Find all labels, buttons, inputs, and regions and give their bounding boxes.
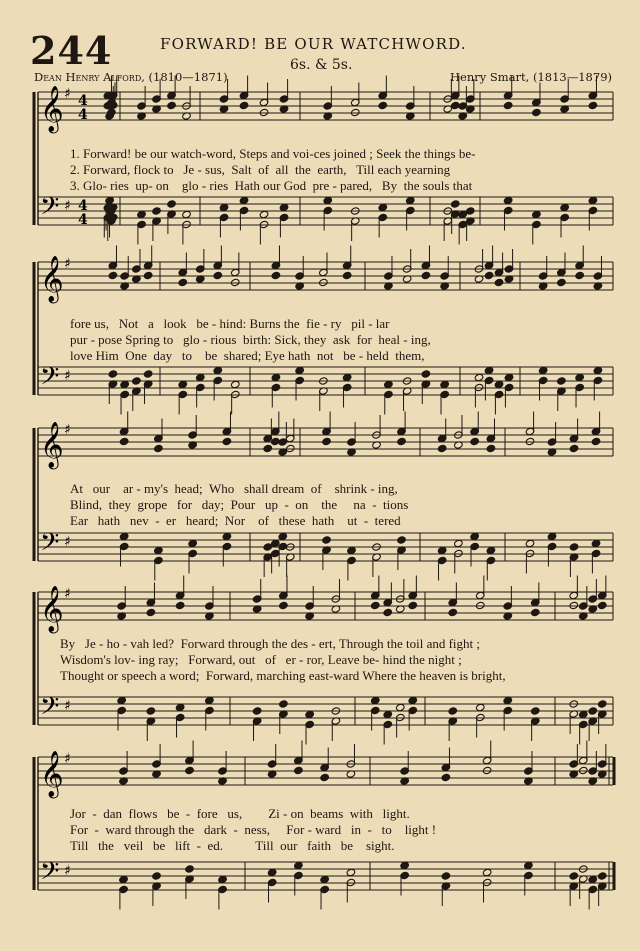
note-head (454, 539, 464, 547)
note-head (588, 707, 598, 715)
note-head (525, 437, 535, 445)
note-head (320, 875, 330, 883)
hymn-title: FORWARD! BE OUR WATCHWORD. (160, 35, 467, 53)
treble-clef-icon: 𝄞 (40, 751, 64, 797)
note-head (408, 601, 418, 609)
note-head (154, 546, 164, 554)
note-head (294, 766, 304, 774)
time-signature: 4 (78, 212, 88, 228)
note-head (105, 196, 115, 204)
note-head (504, 373, 514, 381)
note-head (591, 539, 601, 547)
note-head (465, 207, 475, 215)
note-head (538, 366, 548, 374)
note-head (475, 703, 485, 711)
sharp-icon: ♯ (64, 422, 71, 438)
sharp-icon: ♯ (64, 198, 71, 214)
note-head (532, 108, 542, 116)
bass-clef-icon: 𝄢 (40, 192, 60, 227)
sharp-icon: ♯ (64, 368, 71, 384)
note-head (342, 373, 352, 381)
note-head (120, 380, 130, 388)
note-head (395, 703, 405, 711)
note-head (400, 861, 410, 869)
note-head (588, 196, 598, 204)
note-head (167, 200, 177, 208)
note-head (175, 601, 185, 609)
time-signature: 4 (78, 93, 88, 109)
note-head (146, 608, 156, 616)
note-head (185, 865, 195, 873)
note-head (597, 601, 607, 609)
note-head (503, 101, 513, 109)
lyric-line: 3. Glo- ries up- on glo - ries Hath our God pre - pared, By the souls that (70, 178, 473, 193)
note-head (185, 766, 195, 774)
note-head (437, 546, 447, 554)
note-head (593, 366, 603, 374)
note-head (441, 773, 451, 781)
note-head (397, 536, 407, 544)
note-head (294, 861, 304, 869)
note-head (213, 366, 223, 374)
note-head (569, 601, 579, 609)
lyric-line: Till the veil be lift - ed. Till our faith be sight. (70, 838, 395, 853)
note-head (530, 707, 540, 715)
note-head (378, 101, 388, 109)
time-signature: 4 (78, 107, 88, 123)
note-head (421, 271, 431, 279)
note-head (222, 532, 232, 540)
note-head (384, 380, 394, 388)
note-head (578, 766, 588, 774)
note-head (263, 444, 273, 452)
lyric-line: love Him One day to be shared; Eye hath not be - held them, (70, 348, 425, 363)
lyric-line: For - ward through the dark - ness, For - ward in - to light ! (70, 822, 437, 837)
note-head (494, 278, 504, 286)
note-head (222, 437, 232, 445)
note-head (188, 539, 198, 547)
treble-clef-icon: 𝄞 (40, 422, 64, 468)
note-head (178, 278, 188, 286)
note-head (271, 373, 281, 381)
note-head (182, 210, 192, 218)
note-head (152, 872, 162, 880)
lyric-line: 2. Forward, flock to Je - sus, Salt of all the earth, Till each yearning (70, 162, 451, 177)
note-head (285, 444, 295, 452)
note-head (319, 278, 329, 286)
note-head (252, 707, 262, 715)
note-head (588, 875, 598, 883)
note-head (560, 203, 570, 211)
sharp-icon: ♯ (64, 534, 71, 550)
note-head (448, 608, 458, 616)
note-head (474, 373, 484, 381)
note-head (279, 601, 289, 609)
note-head (230, 278, 240, 286)
note-head (267, 868, 277, 876)
note-head (323, 196, 333, 204)
sharp-icon: ♯ (64, 863, 71, 879)
note-head (597, 872, 607, 880)
note-head (350, 108, 360, 116)
note-head (213, 271, 223, 279)
composer-credit: Henry Smart, (1813—1879) (450, 70, 612, 84)
note-head (547, 532, 557, 540)
note-head (532, 210, 542, 218)
note-head (597, 700, 607, 708)
treble-staff (38, 86, 613, 134)
note-head (154, 444, 164, 452)
note-head (470, 532, 480, 540)
lyric-line: Blind, they grope for day; Pour up - on the na - tions (70, 497, 409, 512)
note-head (569, 872, 579, 880)
note-head (503, 696, 513, 704)
note-head (525, 539, 535, 547)
note-head (108, 370, 118, 378)
sharp-icon: ♯ (64, 751, 71, 767)
treble-clef-icon: 𝄞 (40, 256, 64, 302)
note-head (405, 196, 415, 204)
note-head (494, 380, 504, 388)
note-head (441, 872, 451, 880)
note-head (503, 196, 513, 204)
note-head (279, 700, 289, 708)
note-head (239, 101, 249, 109)
note-head (484, 366, 494, 374)
note-head (295, 366, 305, 374)
note-head (342, 271, 352, 279)
note-head (440, 380, 450, 388)
note-head (591, 437, 601, 445)
lyric-line: fore us, Not a look be - hind: Burns the fie - ry pil - lar (70, 316, 390, 331)
note-head (575, 373, 585, 381)
lyric-line: Thought or speech a word; Forward, marching east-ward Where the heaven is bright, (60, 668, 506, 683)
note-head (108, 271, 118, 279)
note-head (278, 532, 288, 540)
note-head (383, 710, 393, 718)
note-head (322, 536, 332, 544)
note-head (259, 108, 269, 116)
note-head (305, 710, 315, 718)
lyric-line: Ear hath nev - er heard; Nor of these hath ut - tered (70, 513, 401, 528)
note-head (575, 271, 585, 279)
note-head (578, 710, 588, 718)
sharp-icon: ♯ (64, 86, 71, 102)
note-head (408, 696, 418, 704)
bass-clef-icon: 𝄢 (40, 528, 60, 563)
note-head (152, 207, 162, 215)
note-head (524, 861, 534, 869)
note-head (370, 696, 380, 704)
lyric-line: Jor - dan flows be - fore us, Zi - on beams with light. (70, 806, 410, 821)
note-head (448, 707, 458, 715)
lyric-line: By Je - ho - vah led? Forward through the des - ert, Through the toil and fight ; (60, 636, 481, 651)
lyric-line: pur - pose Spring to glo - rious birth: Sick, they ask for heal - ing, (70, 332, 431, 347)
note-head (530, 608, 540, 616)
note-head (218, 875, 228, 883)
note-head (378, 203, 388, 211)
sharp-icon: ♯ (64, 256, 71, 272)
note-head (119, 532, 129, 540)
note-head (271, 271, 281, 279)
note-head (557, 377, 567, 385)
note-head (119, 875, 129, 883)
note-head (137, 210, 147, 218)
note-head (279, 203, 289, 211)
note-head (119, 437, 129, 445)
note-head (484, 271, 494, 279)
bass-clef-icon: 𝄢 (40, 362, 60, 397)
note-head (175, 703, 185, 711)
meter-label: 6s. & 5s. (290, 57, 353, 73)
note-head (346, 868, 356, 876)
note-head (167, 101, 177, 109)
note-head (132, 377, 142, 385)
note-head (437, 444, 447, 452)
time-signature: 4 (78, 198, 88, 214)
note-head (450, 200, 460, 208)
note-head (370, 601, 380, 609)
bass-clef-icon: 𝄢 (40, 692, 60, 727)
note-head (482, 868, 492, 876)
note-head (486, 444, 496, 452)
note-head (143, 370, 153, 378)
note-head (143, 271, 153, 279)
note-head (397, 437, 407, 445)
author-credit: Dean Henry Alford, (1810—1871) (34, 70, 228, 84)
treble-clef-icon: 𝄞 (40, 86, 64, 132)
note-head (486, 546, 496, 554)
note-head (421, 370, 431, 378)
sharp-icon: ♯ (64, 698, 71, 714)
note-head (146, 707, 156, 715)
note-head (347, 546, 357, 554)
sharp-icon: ♯ (64, 586, 71, 602)
note-head (219, 203, 229, 211)
treble-clef-icon: 𝄞 (40, 586, 64, 632)
note-head (259, 210, 269, 218)
note-head (322, 437, 332, 445)
lyric-line: Wisdom's lov- ing ray; Forward, out of er - ror, Leave be- hind the night ; (60, 652, 462, 667)
note-head (178, 380, 188, 388)
note-head (569, 543, 579, 551)
note-head (588, 101, 598, 109)
note-head (569, 444, 579, 452)
note-head (117, 696, 127, 704)
note-head (239, 196, 249, 204)
treble-staff (38, 586, 613, 634)
lyric-line: 1. Forward! be our watch-word, Steps and voi-ces joined ; Seek the things be- (70, 146, 476, 161)
lyric-line: At our ar - my's head; Who shall dream of shrink - ing, (70, 481, 398, 496)
note-head (205, 696, 215, 704)
note-head (383, 608, 393, 616)
note-head (482, 766, 492, 774)
note-head (195, 373, 205, 381)
hymn-number: 244 (30, 28, 113, 73)
note-head (475, 601, 485, 609)
note-head (470, 437, 480, 445)
note-head (230, 380, 240, 388)
bass-clef-icon: 𝄢 (40, 857, 60, 892)
note-head (320, 773, 330, 781)
note-head (557, 278, 567, 286)
